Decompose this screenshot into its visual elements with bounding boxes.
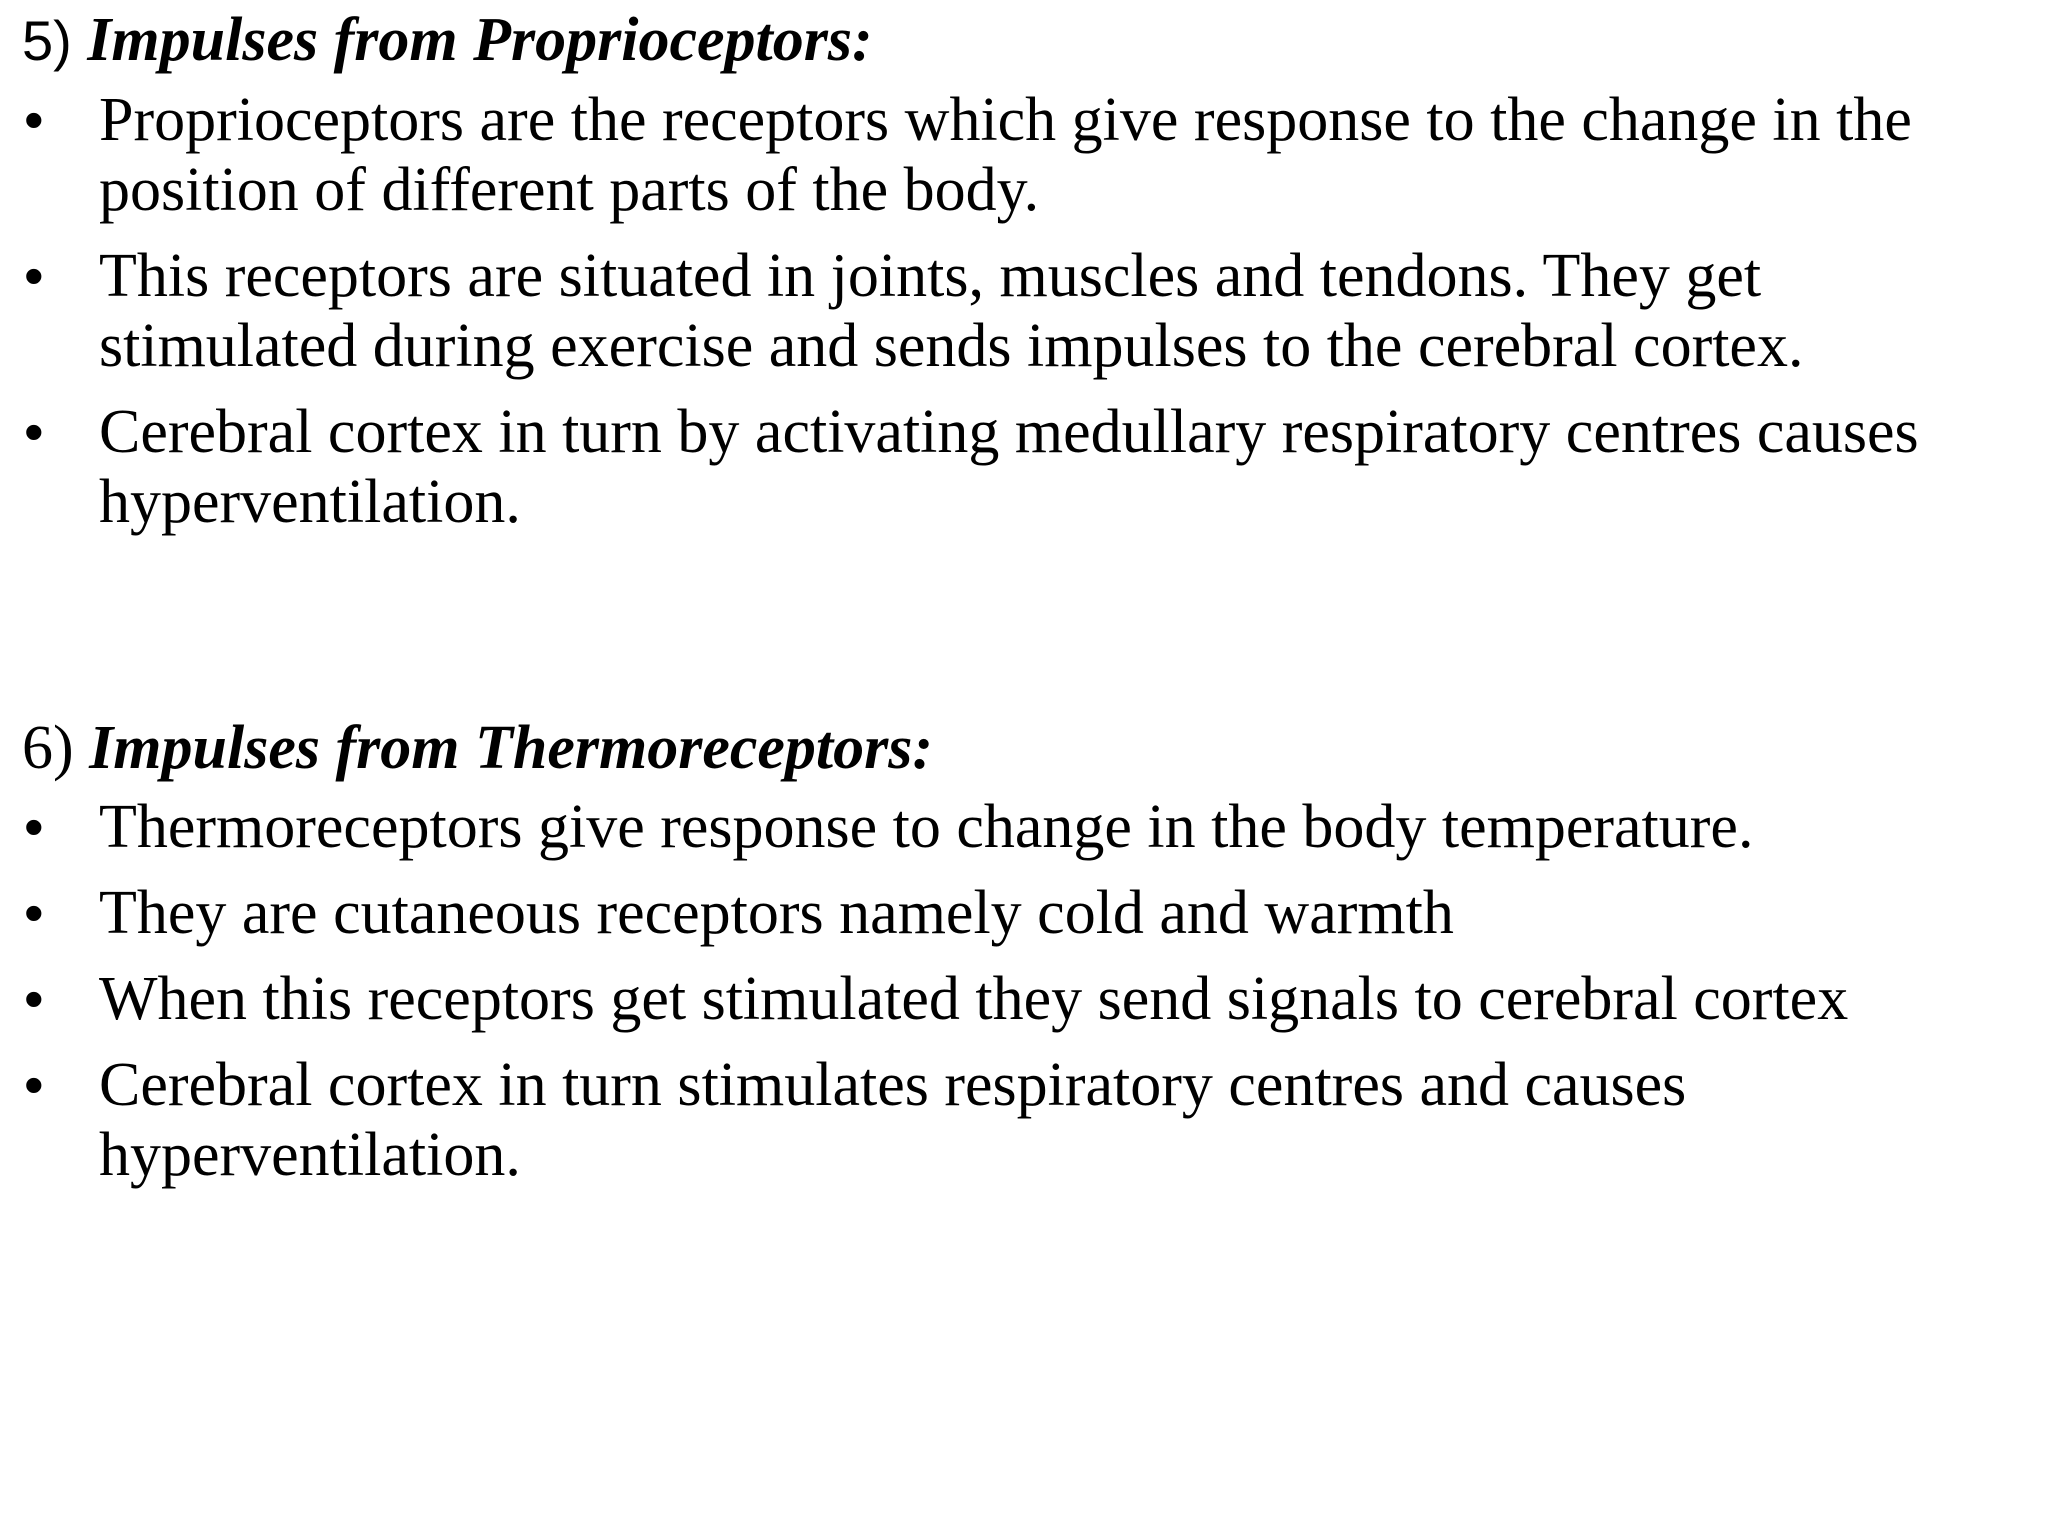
bullet-item <box>22 792 2032 862</box>
section-thermoreceptors <box>22 710 2032 1206</box>
section-title: Impulses from Thermoreceptors: <box>89 714 934 782</box>
bullet-item <box>22 397 2032 537</box>
bullet-item <box>22 241 2032 381</box>
bullet-text: Cerebral cortex in turn stimulates respiratory centres and causes hyperventilation. <box>99 1051 1687 1189</box>
bullet-text: Thermoreceptors give response to change in the body temperature. <box>99 793 1754 861</box>
bullet-icon: • <box>24 88 44 151</box>
bullet-icon: • <box>24 400 44 463</box>
section-number: 5) <box>22 9 72 72</box>
bullet-list <box>22 85 2032 537</box>
section-proprioceptors <box>22 2 2032 553</box>
bullet-text: Proprioceptors are the receptors which give response to the change in the position of different parts of the body. <box>99 86 1912 224</box>
bullet-icon: • <box>24 967 44 1030</box>
section-heading <box>22 2 2032 79</box>
section-number: 6) <box>22 714 74 782</box>
section-heading <box>22 710 2032 786</box>
bullet-text: Cerebral cortex in turn by activating medullary respiratory centres causes hyperventilation. <box>99 398 1919 536</box>
bullet-icon: • <box>24 1053 44 1116</box>
bullet-text: When this receptors get stimulated they send signals to cerebral cortex <box>99 965 1849 1033</box>
section-title: Impulses from Proprioceptors: <box>87 6 873 74</box>
bullet-item <box>22 964 2032 1034</box>
bullet-item <box>22 85 2032 225</box>
bullet-icon: • <box>24 881 44 944</box>
bullet-item <box>22 1050 2032 1190</box>
bullet-text: This receptors are situated in joints, muscles and tendons. They get stimulated during exercise and sends impulses to the cerebral cortex. <box>99 242 1804 380</box>
bullet-item <box>22 878 2032 948</box>
bullet-icon: • <box>24 795 44 858</box>
bullet-icon: • <box>24 244 44 307</box>
bullet-text: They are cutaneous receptors namely cold and warmth <box>99 879 1454 947</box>
bullet-list <box>22 792 2032 1190</box>
